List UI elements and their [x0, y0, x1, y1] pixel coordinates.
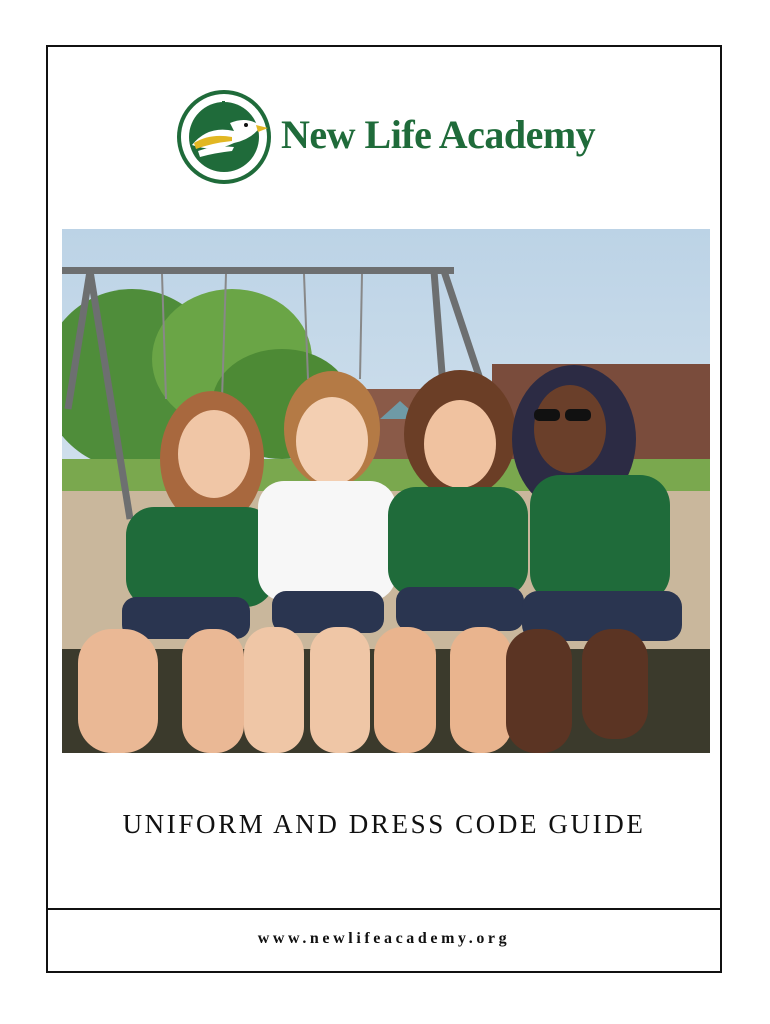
- website-link[interactable]: www.newlifeacademy.org: [257, 930, 511, 947]
- school-seal-icon: [174, 87, 274, 187]
- footer-divider: [48, 908, 720, 910]
- cover-frame: [46, 45, 722, 973]
- brand-name: New Life Academy: [281, 112, 596, 157]
- cover-photo: [62, 229, 710, 753]
- logo: [174, 87, 604, 187]
- document-title: UNIFORM AND DRESS CODE GUIDE: [122, 809, 646, 839]
